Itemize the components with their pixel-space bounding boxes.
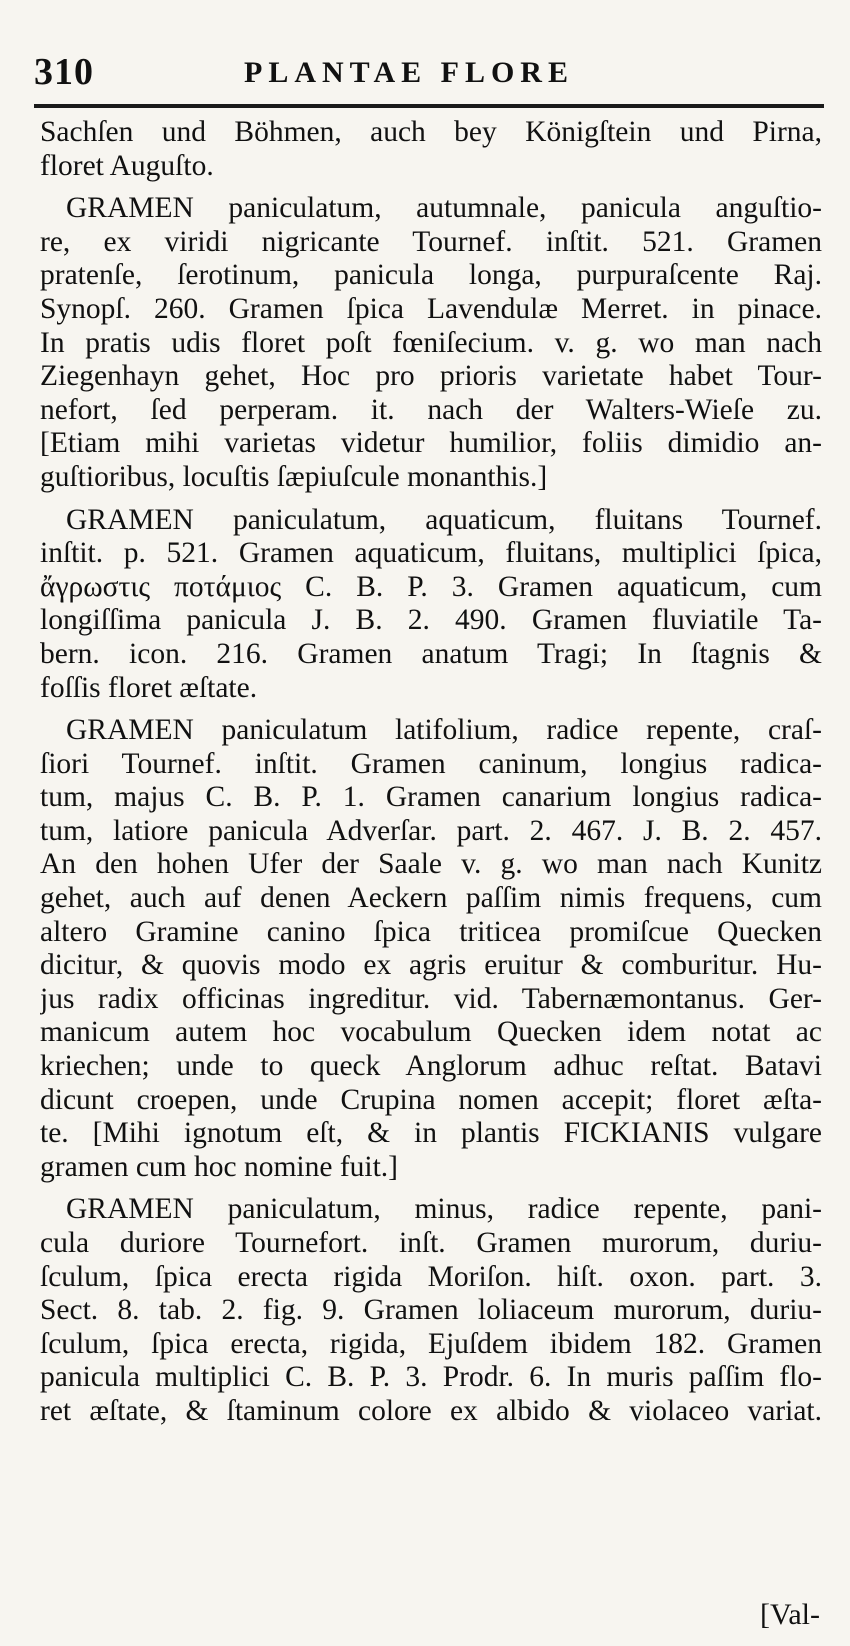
text-line: ſculum, ſpica erecta, rigida, Ejuſdem ibidem 182. Gramen: [40, 1327, 822, 1360]
text-line: te. [Mihi ignotum eſt, & in plantis FICKIANIS vulgare: [40, 1117, 822, 1150]
text-line: ſculum, ſpica erecta rigida Moriſon. hiſt. oxon. part. 3.: [40, 1260, 822, 1293]
page-header: [34, 48, 824, 98]
text-line: longiſſima panicula J. B. 2. 490. Gramen fluviatile Ta-: [40, 604, 822, 637]
text-line: altero Gramine canino ſpica triticea promiſcue Quecken: [40, 915, 822, 948]
text-line: tum, majus C. B. P. 1. Gramen canarium longius radica-: [40, 781, 822, 814]
text-line: panicula multiplici C. B. P. 3. Prodr. 6. In muris paſſim flo-: [40, 1361, 822, 1394]
text-line: Sect. 8. tab. 2. fig. 9. Gramen loliaceum murorum, duriu-: [40, 1294, 822, 1327]
text-line: re, ex viridi nigricante Tournef. inſtit. 521. Gramen: [40, 225, 822, 258]
text-line: floret Auguſto.: [40, 149, 214, 182]
page-number: 310: [34, 51, 94, 93]
text-line: dicunt croepen, unde Crupina nomen accepit; floret æſta-: [40, 1083, 822, 1116]
text-line: Sachſen und Böhmen, auch bey Königſtein und Pirna,: [40, 116, 822, 148]
text-line: guſtioribus, locuſtis ſæpiuſcule monanthis.]: [40, 460, 548, 493]
text-line: Ziegenhayn gehet, Hoc pro prioris varietate habet Tour-: [40, 360, 822, 393]
running-head: PLANTAE FLORE: [244, 56, 574, 89]
text-line: GRAMEN paniculatum latifolium, radice repente, craſ-: [66, 714, 822, 747]
text-line: tum, latiore panicula Adverſar. part. 2. 467. J. B. 2. 457.: [40, 814, 822, 847]
text-line: jus radix officinas ingreditur. vid. Tabernæmontanus. Ger-: [40, 982, 822, 1015]
text-line: inſtit. p. 521. Gramen aquaticum, fluitans, multiplici ſpica,: [40, 537, 822, 570]
text-line: GRAMEN paniculatum, minus, radice repente, pani-: [66, 1193, 822, 1226]
text-line: GRAMEN paniculatum, aquaticum, fluitans Tournef.: [66, 503, 822, 536]
text-line: ſiori Tournef. inſtit. Gramen caninum, longius radica-: [40, 747, 822, 780]
text-line: foſſis floret æſtate.: [40, 671, 258, 704]
catchword: [Val-: [760, 1598, 820, 1631]
text-line: ἄγρωστις ποτάμιος C. B. P. 3. Gramen aquaticum, cum: [40, 570, 822, 603]
text-line: nefort, ſed perperam. it. nach der Walters-Wieſe zu.: [40, 393, 822, 426]
text-line: ret æſtate, & ſtaminum colore ex albido & violaceo variat.: [40, 1394, 822, 1427]
text-line: Synopſ. 260. Gramen ſpica Lavendulæ Merret. in pinace.: [40, 292, 822, 325]
text-line: kriechen; unde to queck Anglorum adhuc reſtat. Batavi: [40, 1050, 822, 1083]
text-line: GRAMEN paniculatum, autumnale, panicula anguſtio-: [66, 192, 822, 225]
header-rule: [34, 104, 824, 108]
body-text: [40, 116, 822, 1429]
text-line: gehet, auch auf denen Aeckern paſſim nimis frequens, cum: [40, 882, 822, 915]
text-line: An den hohen Ufer der Saale v. g. wo man nach Kunitz: [40, 848, 822, 881]
text-line: bern. icon. 216. Gramen anatum Tragi; In ſtagnis &: [40, 637, 822, 670]
text-line: [Etiam mihi varietas videtur humilior, foliis dimidio an-: [40, 427, 822, 460]
text-line: manicum autem hoc vocabulum Quecken idem notat ac: [40, 1016, 822, 1049]
text-line: gramen cum hoc nomine fuit.]: [40, 1150, 398, 1183]
text-line: pratenſe, ſerotinum, panicula longa, purpuraſcente Raj.: [40, 259, 822, 292]
text-line: cula duriore Tournefort. inſt. Gramen murorum, duriu-: [40, 1227, 822, 1259]
text-line: In pratis udis floret poſt fœniſecium. v. g. wo man nach: [40, 326, 822, 359]
text-line: dicitur, & quovis modo ex agris eruitur & comburitur. Hu-: [40, 949, 822, 982]
